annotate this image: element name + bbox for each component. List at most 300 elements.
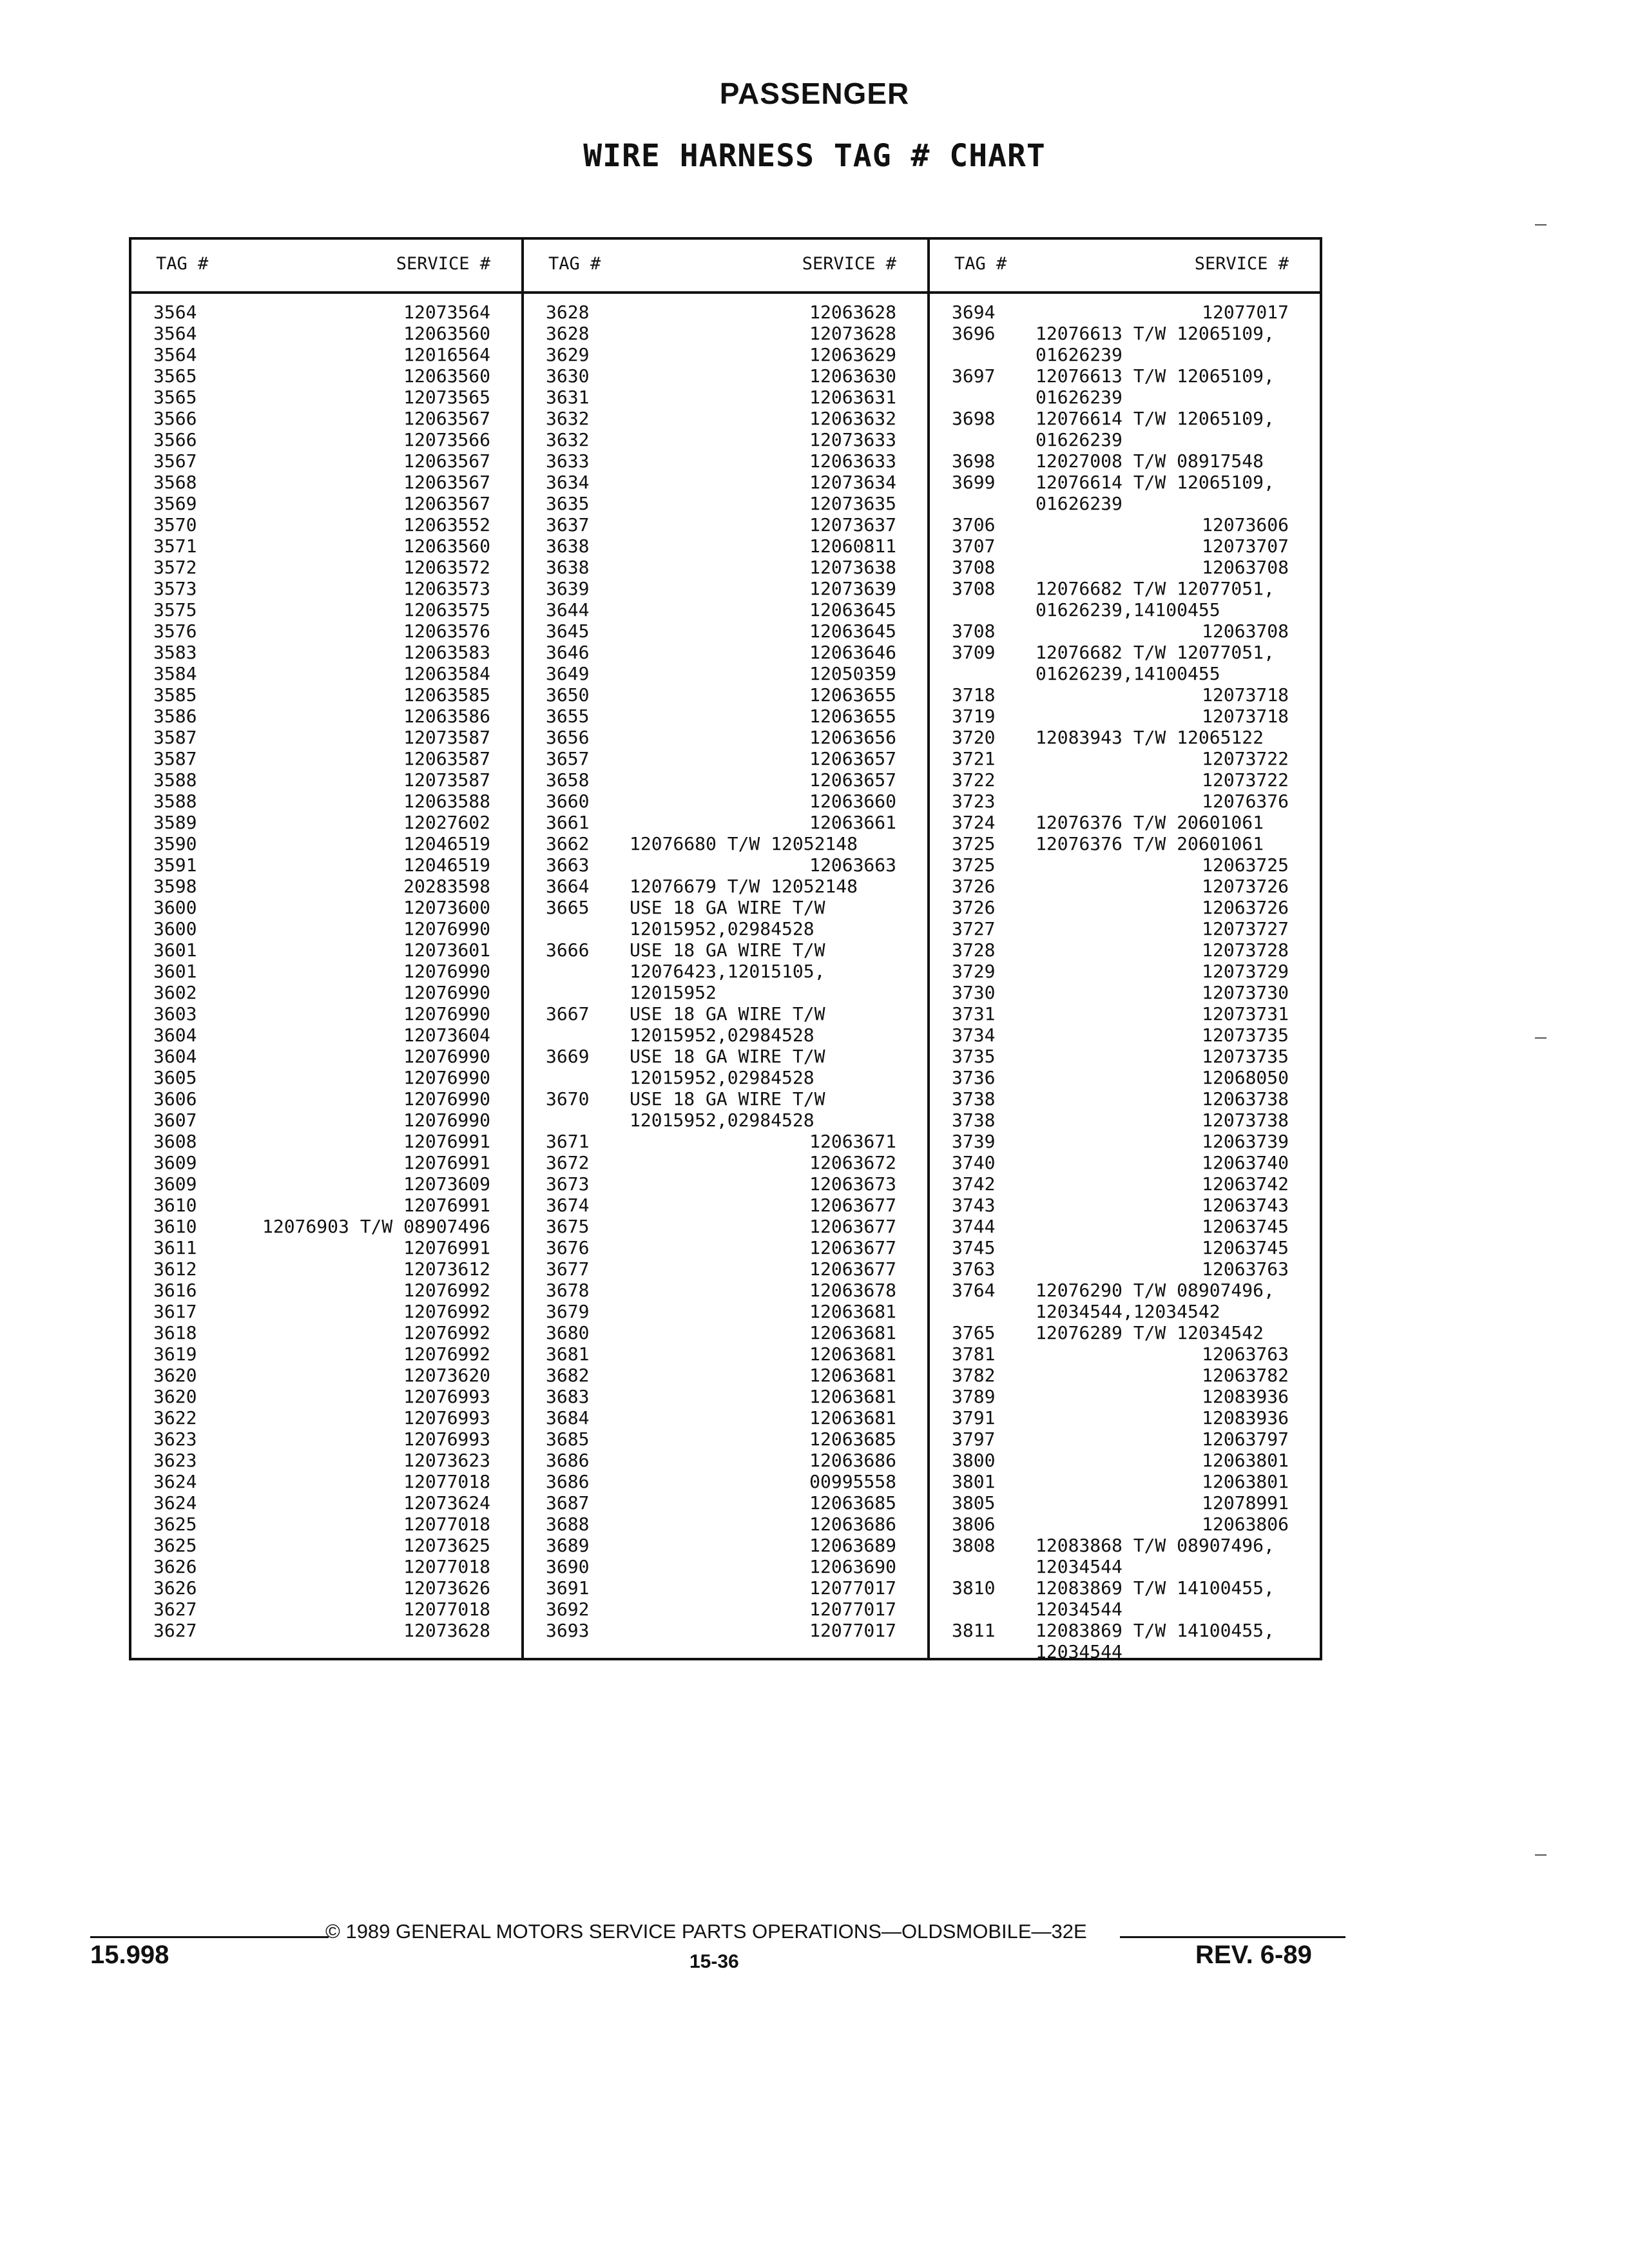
table-row	[524, 939, 927, 961]
table-row	[930, 1131, 1320, 1152]
tag-number: 3628	[546, 323, 590, 344]
table-row	[131, 1152, 521, 1173]
service-number: 12063645	[809, 599, 896, 620]
table-row	[131, 599, 521, 620]
tag-number: 3763	[952, 1258, 996, 1280]
tag-number: 3565	[153, 387, 197, 408]
table-row	[930, 1280, 1320, 1301]
tag-number: 3734	[952, 1024, 996, 1046]
service-number: 12015952,02984528	[630, 918, 815, 939]
service-number: 12063657	[809, 748, 896, 769]
table-row	[930, 939, 1320, 961]
tag-number: 3685	[546, 1428, 590, 1450]
service-number: 12063681	[809, 1301, 896, 1322]
tag-number: 3644	[546, 599, 590, 620]
tag-number: 3585	[153, 684, 197, 706]
service-number: 12083869 T/W 14100455,	[1036, 1620, 1275, 1641]
service-number: 12046519	[403, 833, 490, 854]
tag-number: 3611	[153, 1237, 197, 1258]
table-column-2	[524, 240, 927, 1658]
table-row	[524, 1407, 927, 1428]
service-number: 12027008 T/W 08917548	[1036, 450, 1264, 472]
table-row	[930, 642, 1320, 663]
service-number: 12034544,12034542	[1036, 1301, 1220, 1322]
table-row	[131, 493, 521, 514]
tag-number: 3810	[952, 1577, 996, 1599]
table-row	[930, 684, 1320, 706]
table-row	[930, 663, 1320, 684]
tag-number: 3808	[952, 1535, 996, 1556]
tag-number: 3680	[546, 1322, 590, 1343]
tag-number: 3624	[153, 1471, 197, 1492]
table-row	[930, 1110, 1320, 1131]
service-number: 12073731	[1202, 1003, 1289, 1024]
tag-number: 3625	[153, 1535, 197, 1556]
service-number: 12073628	[403, 1620, 490, 1641]
tag-number: 3587	[153, 748, 197, 769]
table-row	[524, 1556, 927, 1577]
table-row	[131, 620, 521, 642]
service-number: 12078991	[1202, 1492, 1289, 1514]
tag-header: TAG #	[156, 254, 209, 274]
service-number: 12073606	[1202, 514, 1289, 535]
service-number: 01626239,14100455	[1036, 599, 1220, 620]
tag-number: 3739	[952, 1131, 996, 1152]
tag-number: 3683	[546, 1386, 590, 1407]
table-row	[524, 302, 927, 323]
service-number: 12068050	[1202, 1067, 1289, 1088]
tag-number: 3583	[153, 642, 197, 663]
service-number: 12076990	[403, 918, 490, 939]
tag-number: 3590	[153, 833, 197, 854]
margin-mark	[1535, 224, 1547, 226]
table-row	[524, 1110, 927, 1131]
service-number: 12063677	[809, 1195, 896, 1216]
table-row	[930, 1471, 1320, 1492]
service-number: 12063681	[809, 1407, 896, 1428]
tag-number: 3667	[546, 1003, 590, 1024]
table-row	[131, 1407, 521, 1428]
tag-number: 3629	[546, 344, 590, 365]
service-number: 12063689	[809, 1535, 896, 1556]
table-column-3	[930, 240, 1320, 1662]
service-number: 12063572	[403, 557, 490, 578]
service-number: 12063656	[809, 727, 896, 748]
service-number: 12077018	[403, 1514, 490, 1535]
table-row	[131, 1258, 521, 1280]
table-row	[930, 1046, 1320, 1067]
service-number: 12076614 T/W 12065109,	[1036, 408, 1275, 429]
tag-number: 3626	[153, 1577, 197, 1599]
service-number: 12063585	[403, 684, 490, 706]
service-number: 12063655	[809, 706, 896, 727]
tag-number: 3637	[546, 514, 590, 535]
table-row	[930, 1301, 1320, 1322]
service-header: SERVICE #	[802, 254, 896, 274]
tag-number: 3646	[546, 642, 590, 663]
table-row	[131, 557, 521, 578]
table-row	[930, 365, 1320, 387]
service-number: USE 18 GA WIRE T/W	[630, 1088, 825, 1110]
service-number: 12063678	[809, 1280, 896, 1301]
tag-number: 3743	[952, 1195, 996, 1216]
table-row	[930, 408, 1320, 429]
tag-number: 3718	[952, 684, 996, 706]
service-number: 12073638	[809, 557, 896, 578]
table-row	[131, 833, 521, 854]
tag-number: 3681	[546, 1343, 590, 1365]
table-row	[524, 833, 927, 854]
tag-number: 3666	[546, 939, 590, 961]
service-number: 12063742	[1202, 1173, 1289, 1195]
service-number: 12073625	[403, 1535, 490, 1556]
table-row	[930, 791, 1320, 812]
tag-number: 3674	[546, 1195, 590, 1216]
tag-number: 3764	[952, 1280, 996, 1301]
tag-number: 3676	[546, 1237, 590, 1258]
table-row	[930, 706, 1320, 727]
table-row	[131, 982, 521, 1003]
tag-number: 3632	[546, 429, 590, 450]
service-number: 12015952,02984528	[630, 1110, 815, 1131]
tag-number: 3707	[952, 535, 996, 557]
service-number: 12050359	[809, 663, 896, 684]
service-number: 12073604	[403, 1024, 490, 1046]
table-row	[930, 1407, 1320, 1428]
tag-number: 3601	[153, 939, 197, 961]
service-number: 12083936	[1202, 1386, 1289, 1407]
table-row	[131, 1301, 521, 1322]
service-number: 01626239	[1036, 387, 1123, 408]
table-row	[131, 1577, 521, 1599]
tag-number: 3584	[153, 663, 197, 684]
service-number: 12063763	[1202, 1258, 1289, 1280]
table-row	[930, 387, 1320, 408]
service-number: 12063745	[1202, 1216, 1289, 1237]
service-number: 12076423,12015105,	[630, 961, 825, 982]
table-row	[524, 1535, 927, 1556]
table-row	[524, 791, 927, 812]
tag-header: TAG #	[548, 254, 601, 274]
service-number: 12063628	[809, 302, 896, 323]
table-row	[524, 514, 927, 535]
service-number: 12076993	[403, 1386, 490, 1407]
service-number: 12063686	[809, 1514, 896, 1535]
service-number: 12063660	[809, 791, 896, 812]
tag-number: 3588	[153, 791, 197, 812]
service-number: 12034544	[1036, 1641, 1123, 1662]
tag-number: 3631	[546, 387, 590, 408]
service-number: 12073564	[403, 302, 490, 323]
tag-number: 3623	[153, 1428, 197, 1450]
tag-number: 3627	[153, 1620, 197, 1641]
service-number: 12076991	[403, 1131, 490, 1152]
tag-number: 3620	[153, 1386, 197, 1407]
service-number: 12063672	[809, 1152, 896, 1173]
table-row	[524, 323, 927, 344]
service-header: SERVICE #	[1194, 254, 1289, 274]
service-number: 12063740	[1202, 1152, 1289, 1173]
service-number: 12063745	[1202, 1237, 1289, 1258]
service-number: 12073735	[1202, 1046, 1289, 1067]
tag-number: 3693	[546, 1620, 590, 1641]
service-number: 12076376 T/W 20601061	[1036, 812, 1264, 833]
service-number: 12063806	[1202, 1514, 1289, 1535]
service-number: 12027602	[403, 812, 490, 833]
tag-number: 3630	[546, 365, 590, 387]
service-number: 12063677	[809, 1258, 896, 1280]
tag-number: 3709	[952, 642, 996, 663]
table-row	[524, 344, 927, 365]
table-row	[930, 535, 1320, 557]
footer-rule-right	[1120, 1936, 1345, 1938]
tag-number: 3634	[546, 472, 590, 493]
tag-number: 3589	[153, 812, 197, 833]
table-row	[524, 1343, 927, 1365]
table-row	[131, 1322, 521, 1343]
tag-number: 3565	[153, 365, 197, 387]
tag-number: 3735	[952, 1046, 996, 1067]
table-row	[131, 1556, 521, 1577]
table-row	[930, 1450, 1320, 1471]
service-header: SERVICE #	[396, 254, 490, 274]
service-number: 12076682 T/W 12077051,	[1036, 578, 1275, 599]
tag-number: 3586	[153, 706, 197, 727]
table-row	[131, 939, 521, 961]
tag-number: 3600	[153, 918, 197, 939]
table-row	[131, 876, 521, 897]
service-number: 12076679 T/W 12052148	[630, 876, 858, 897]
table-row	[930, 748, 1320, 769]
table-row	[131, 1620, 521, 1641]
table-row	[930, 1067, 1320, 1088]
tag-number: 3622	[153, 1407, 197, 1428]
table-row	[524, 472, 927, 493]
table-row	[930, 1258, 1320, 1280]
table-row	[930, 1428, 1320, 1450]
service-number: 12073738	[1202, 1110, 1289, 1131]
tag-number: 3706	[952, 514, 996, 535]
tag-number: 3564	[153, 302, 197, 323]
table-row	[930, 344, 1320, 365]
table-row	[930, 302, 1320, 323]
tag-number: 3708	[952, 557, 996, 578]
table-row	[524, 876, 927, 897]
table-row	[930, 450, 1320, 472]
tag-number: 3673	[546, 1173, 590, 1195]
table-row	[524, 1131, 927, 1152]
service-number: 12063573	[403, 578, 490, 599]
tag-number: 3686	[546, 1471, 590, 1492]
tag-number: 3797	[952, 1428, 996, 1450]
service-number: 12073624	[403, 1492, 490, 1514]
table-row	[131, 684, 521, 706]
service-number: 12073637	[809, 514, 896, 535]
table-row	[524, 1386, 927, 1407]
tag-number: 3723	[952, 791, 996, 812]
service-number: 12076613 T/W 12065109,	[1036, 365, 1275, 387]
tag-number: 3677	[546, 1258, 590, 1280]
service-number: 12077017	[809, 1599, 896, 1620]
table-row	[131, 706, 521, 727]
service-number: 12063586	[403, 706, 490, 727]
table-row	[930, 1024, 1320, 1046]
tag-number: 3624	[153, 1492, 197, 1514]
tag-number: 3665	[546, 897, 590, 918]
chart-title: WIRE HARNESS TAG # CHART	[583, 138, 1046, 174]
service-number: 12034544	[1036, 1599, 1123, 1620]
service-number: 12077018	[403, 1556, 490, 1577]
tag-number: 3720	[952, 727, 996, 748]
service-number: 12063657	[809, 769, 896, 791]
service-number: 12076991	[403, 1152, 490, 1173]
table-row	[930, 1620, 1320, 1641]
service-number: 12073612	[403, 1258, 490, 1280]
column-body	[524, 302, 927, 1641]
service-number: 12073735	[1202, 1024, 1289, 1046]
tag-number: 3568	[153, 472, 197, 493]
tag-number: 3627	[153, 1599, 197, 1620]
tag-number: 3722	[952, 769, 996, 791]
service-number: USE 18 GA WIRE T/W	[630, 1046, 825, 1067]
service-number: 12015952,02984528	[630, 1024, 815, 1046]
service-number: 12077017	[809, 1577, 896, 1599]
table-row	[524, 1322, 927, 1343]
tag-number: 3782	[952, 1365, 996, 1386]
table-row	[524, 982, 927, 1003]
tag-number: 3670	[546, 1088, 590, 1110]
tag-number: 3664	[546, 876, 590, 897]
table-row	[131, 1024, 521, 1046]
service-number: 12076992	[403, 1343, 490, 1365]
tag-number: 3740	[952, 1152, 996, 1173]
tag-number: 3725	[952, 854, 996, 876]
table-row	[930, 769, 1320, 791]
column-header	[524, 254, 927, 280]
table-row	[131, 578, 521, 599]
service-number: 12073730	[1202, 982, 1289, 1003]
service-number: 12083869 T/W 14100455,	[1036, 1577, 1275, 1599]
tag-number: 3800	[952, 1450, 996, 1471]
table-row	[131, 1110, 521, 1131]
table-row	[524, 1280, 927, 1301]
service-number: 12063655	[809, 684, 896, 706]
tag-number: 3682	[546, 1365, 590, 1386]
service-number: 12034544	[1036, 1556, 1123, 1577]
service-number: 12073600	[403, 897, 490, 918]
tag-number: 3708	[952, 620, 996, 642]
service-number: 12063801	[1202, 1471, 1289, 1492]
table-row	[131, 344, 521, 365]
table-row	[930, 1556, 1320, 1577]
service-number: 12063685	[809, 1428, 896, 1450]
tag-number: 3657	[546, 748, 590, 769]
service-number: 12073722	[1202, 769, 1289, 791]
service-number: 12063681	[809, 1386, 896, 1407]
table-row	[930, 1322, 1320, 1343]
service-number: 12063575	[403, 599, 490, 620]
tag-number: 3604	[153, 1046, 197, 1067]
tag-number: 3781	[952, 1343, 996, 1365]
service-number: 12063686	[809, 1450, 896, 1471]
tag-number: 3609	[153, 1152, 197, 1173]
tag-number: 3698	[952, 408, 996, 429]
tag-number: 3645	[546, 620, 590, 642]
service-number: 12077017	[809, 1620, 896, 1641]
table-row	[524, 1237, 927, 1258]
service-number: 12063567	[403, 408, 490, 429]
table-row	[131, 918, 521, 939]
table-row	[131, 1365, 521, 1386]
tag-number: 3789	[952, 1386, 996, 1407]
table-row	[131, 1088, 521, 1110]
service-number: 12063681	[809, 1322, 896, 1343]
service-number: 12063681	[809, 1365, 896, 1386]
tag-number: 3612	[153, 1258, 197, 1280]
table-row	[930, 1599, 1320, 1620]
table-row	[131, 535, 521, 557]
table-row	[930, 1173, 1320, 1195]
service-number: 12076903 T/W 08907496	[262, 1216, 490, 1237]
table-row	[131, 727, 521, 748]
table-row	[131, 1237, 521, 1258]
service-number: 12076990	[403, 1088, 490, 1110]
table-row	[131, 1450, 521, 1471]
service-number: 12063797	[1202, 1428, 1289, 1450]
tag-number: 3678	[546, 1280, 590, 1301]
table-row	[131, 472, 521, 493]
tag-number: 3605	[153, 1067, 197, 1088]
tag-number: 3639	[546, 578, 590, 599]
table-row	[131, 408, 521, 429]
tag-number: 3687	[546, 1492, 590, 1514]
tag-number: 3576	[153, 620, 197, 642]
service-number: 12073626	[403, 1577, 490, 1599]
tag-number: 3619	[153, 1343, 197, 1365]
tag-number: 3602	[153, 982, 197, 1003]
wire-harness-table	[129, 237, 1322, 1660]
table-row	[930, 1152, 1320, 1173]
tag-number: 3604	[153, 1024, 197, 1046]
service-number: 12076990	[403, 1003, 490, 1024]
tag-number: 3697	[952, 365, 996, 387]
table-row	[524, 1173, 927, 1195]
service-number: 12063630	[809, 365, 896, 387]
table-row	[131, 1471, 521, 1492]
table-row	[524, 578, 927, 599]
table-row	[524, 387, 927, 408]
service-number: 12073620	[403, 1365, 490, 1386]
tag-number: 3591	[153, 854, 197, 876]
service-number: 12063708	[1202, 557, 1289, 578]
margin-mark	[1535, 1854, 1547, 1856]
table-row	[131, 429, 521, 450]
tag-number: 3575	[153, 599, 197, 620]
service-number: 12063560	[403, 323, 490, 344]
table-row	[131, 1343, 521, 1365]
table-row	[131, 1535, 521, 1556]
tag-number: 3564	[153, 323, 197, 344]
tag-number: 3660	[546, 791, 590, 812]
revision-label: REV. 6-89	[1195, 1941, 1312, 1969]
service-number: 12063584	[403, 663, 490, 684]
tag-number: 3635	[546, 493, 590, 514]
tag-number: 3692	[546, 1599, 590, 1620]
table-row	[131, 1046, 521, 1067]
service-number: 12063567	[403, 472, 490, 493]
table-row	[930, 1195, 1320, 1216]
table-row	[524, 1492, 927, 1514]
